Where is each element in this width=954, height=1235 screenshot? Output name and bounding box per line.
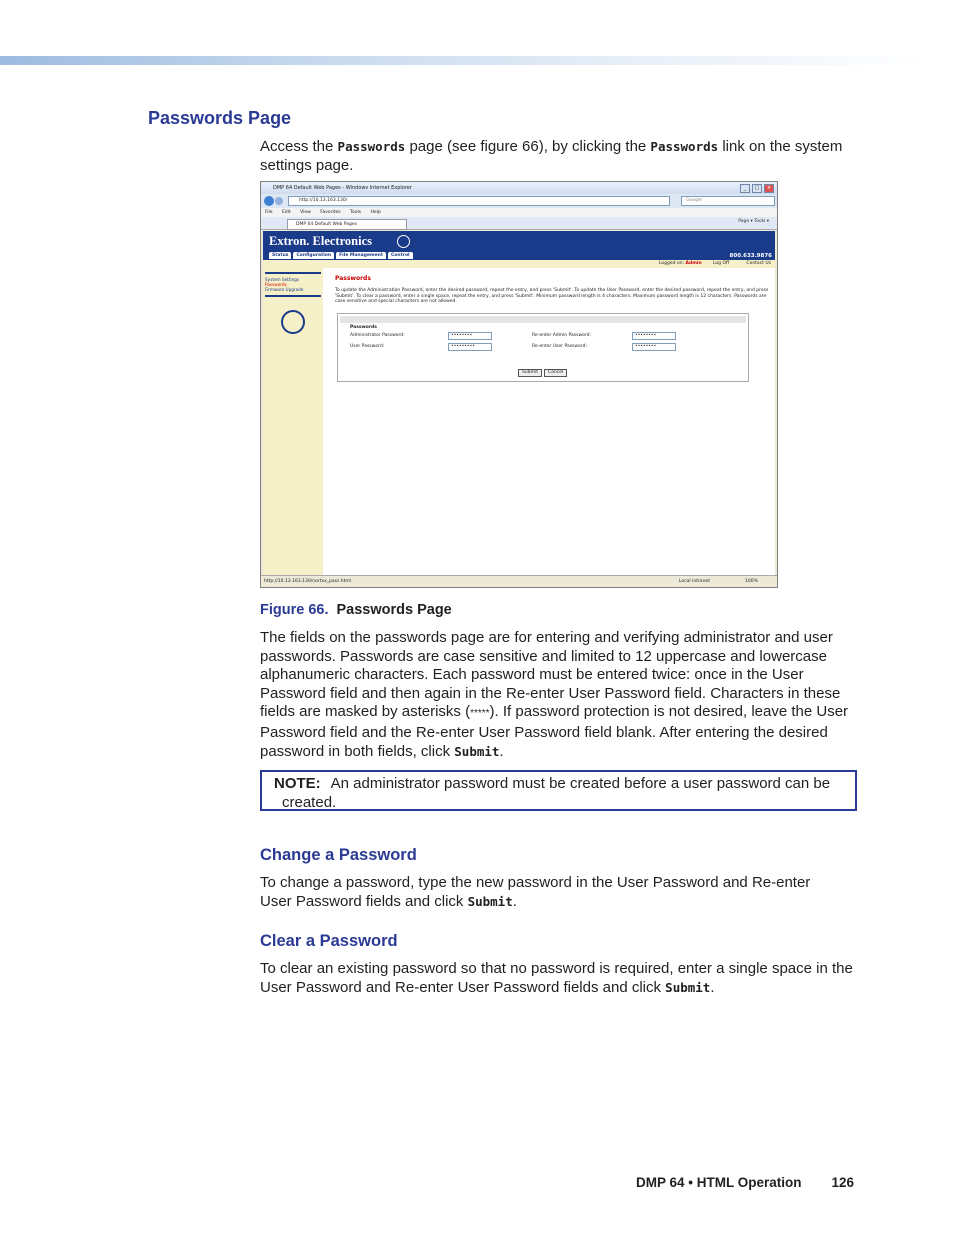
asterisks: ***** (470, 708, 490, 720)
form-section-title: Passwords (350, 325, 377, 330)
clear-password-paragraph: To clear an existing password so that no password is required, enter a single space in the User Password and Re-enter User Password fields and click Submit. (260, 960, 853, 996)
note-box (260, 770, 857, 811)
extron-banner (263, 231, 775, 260)
nav-passwords[interactable]: Passwords (265, 282, 287, 287)
passwords-instructions: To update the Administration Password, enter the desired password, repeat the entry, and press 'Submit'. To update the User Password, enter the desired password, repeat the entry, and press 'Submit'. To clear a password, enter a single space, repeat the entry, and press 'Submit'. Minimum password length is 4 characters. Maximum password length is 12 characters. Passwords are case sensitive and special characters are not allowed. (335, 288, 769, 304)
menu-help[interactable]: Help (370, 210, 381, 215)
note-label: NOTE: (274, 775, 321, 792)
web-page-area (263, 231, 775, 575)
extron-logo-text: Extron. Electronics (269, 234, 373, 248)
passwords-content (335, 275, 771, 305)
browser-tab-row (261, 217, 777, 230)
admin-password-field[interactable]: •••••••• (448, 332, 492, 340)
left-nav (263, 268, 323, 575)
tab-configuration[interactable]: Configuration (293, 252, 334, 259)
reenter-user-field[interactable]: •••••••• (632, 343, 676, 351)
note-text-line2: created. (282, 794, 337, 811)
nav-firmware-upgrade[interactable]: Firmware Upgrade (265, 287, 304, 292)
extron-seal-icon (281, 310, 305, 334)
close-icon[interactable]: × (764, 184, 774, 193)
passwords-link-code: Passwords (650, 139, 719, 154)
passwords-page-screenshot (260, 181, 778, 588)
phone-number: 800.633.9876 (729, 253, 772, 259)
cancel-button[interactable]: Cancel (544, 369, 567, 377)
tab-control[interactable]: Control (388, 252, 413, 259)
figure-caption: Figure 66. Passwords Page (260, 602, 452, 618)
forward-icon[interactable] (275, 197, 283, 205)
change-submit-code: Submit (467, 893, 513, 909)
address-input[interactable]: http://10.13.163.130/ (288, 196, 670, 206)
menu-favorites[interactable]: Favorites (320, 210, 341, 215)
user-password-field[interactable]: ••••••••• (448, 343, 492, 351)
extron-logo-icon (397, 235, 410, 248)
login-strip (263, 260, 775, 268)
change-password-paragraph: To change a password, type the new password in the User Password and Re-enter User Password fields and click Submit. (260, 874, 811, 910)
admin-password-label: Administrator Password: (350, 333, 405, 338)
change-password-heading: Change a Password (260, 846, 417, 864)
page-footer (636, 1175, 854, 1190)
header-gradient-bar (0, 56, 930, 65)
address-bar-row (261, 194, 777, 208)
footer-doc-title: DMP 64 • HTML Operation (636, 1175, 802, 1190)
passwords-code: Passwords (337, 139, 406, 154)
reenter-admin-label: Re-enter Admin Password: (532, 333, 592, 338)
back-icon[interactable] (264, 196, 274, 206)
contact-us-link[interactable]: Contact Us (746, 261, 771, 266)
menu-edit[interactable]: Edit (281, 210, 291, 215)
body-paragraph: The fields on the passwords page are for entering and verifying administrator and user passwords. Passwords are case sensitive and limited to 12 uppercase and lowercase alphanumeric characters. Each password must be entered twice: once in the User Password field and then again in the Re-enter User Password field. Characters in these fields are masked by asterisks (*****). If password protection is not desired, leave the User Password field and the Re-enter User Password field blank. After entering the desired password in both fields, click Submit. (260, 629, 849, 760)
maximize-icon[interactable]: □ (752, 184, 762, 193)
logged-on-text: Logged on: Admin (659, 261, 702, 266)
status-zone: Local intranet (679, 579, 710, 584)
reenter-admin-field[interactable]: •••••••• (632, 332, 676, 340)
tab-status[interactable]: Status (269, 252, 291, 259)
intro-paragraph: Access the Passwords page (see figure 66), by clicking the Passwords link on the system settings page. (260, 138, 843, 174)
section-title: Passwords Page (148, 108, 292, 128)
log-off-link[interactable]: Log Off (713, 261, 730, 266)
passwords-page-title: Passwords (335, 275, 371, 282)
browser-tools[interactable]: Page ▾ Tools ▾ (738, 219, 769, 224)
browser-tab[interactable]: DMP 64 Default Web Pages (287, 219, 407, 230)
passwords-form (337, 313, 749, 382)
submit-code: Submit (454, 743, 500, 759)
menu-tools[interactable]: Tools (350, 210, 362, 215)
note-text: An administrator password must be created before a user password can be (330, 775, 831, 792)
browser-menu-bar (261, 208, 777, 217)
browser-status-bar (261, 575, 777, 587)
menu-file[interactable]: File (265, 210, 273, 215)
nav-system-settings[interactable]: System Settings (265, 277, 300, 282)
tab-file-management[interactable]: File Management (336, 252, 386, 259)
page-number: 126 (831, 1175, 855, 1190)
user-password-label: User Password: (350, 344, 385, 349)
search-input[interactable]: Google (681, 196, 775, 206)
status-url: http://10.13.163.130/nortxx_pass.html (264, 579, 352, 584)
menu-view[interactable]: View (300, 210, 311, 215)
reenter-user-label: Re-enter User Password: (532, 344, 587, 349)
minimize-icon[interactable]: _ (740, 184, 750, 193)
nav-tabs (269, 252, 413, 259)
clear-submit-code: Submit (665, 979, 711, 995)
status-zoom[interactable]: 100% (745, 579, 758, 584)
clear-password-heading: Clear a Password (260, 932, 398, 950)
submit-button[interactable]: Submit (518, 369, 542, 377)
browser-title-bar: DMP 64 Default Web Pages - Windows Internet Explorer _ □ × (261, 182, 777, 194)
